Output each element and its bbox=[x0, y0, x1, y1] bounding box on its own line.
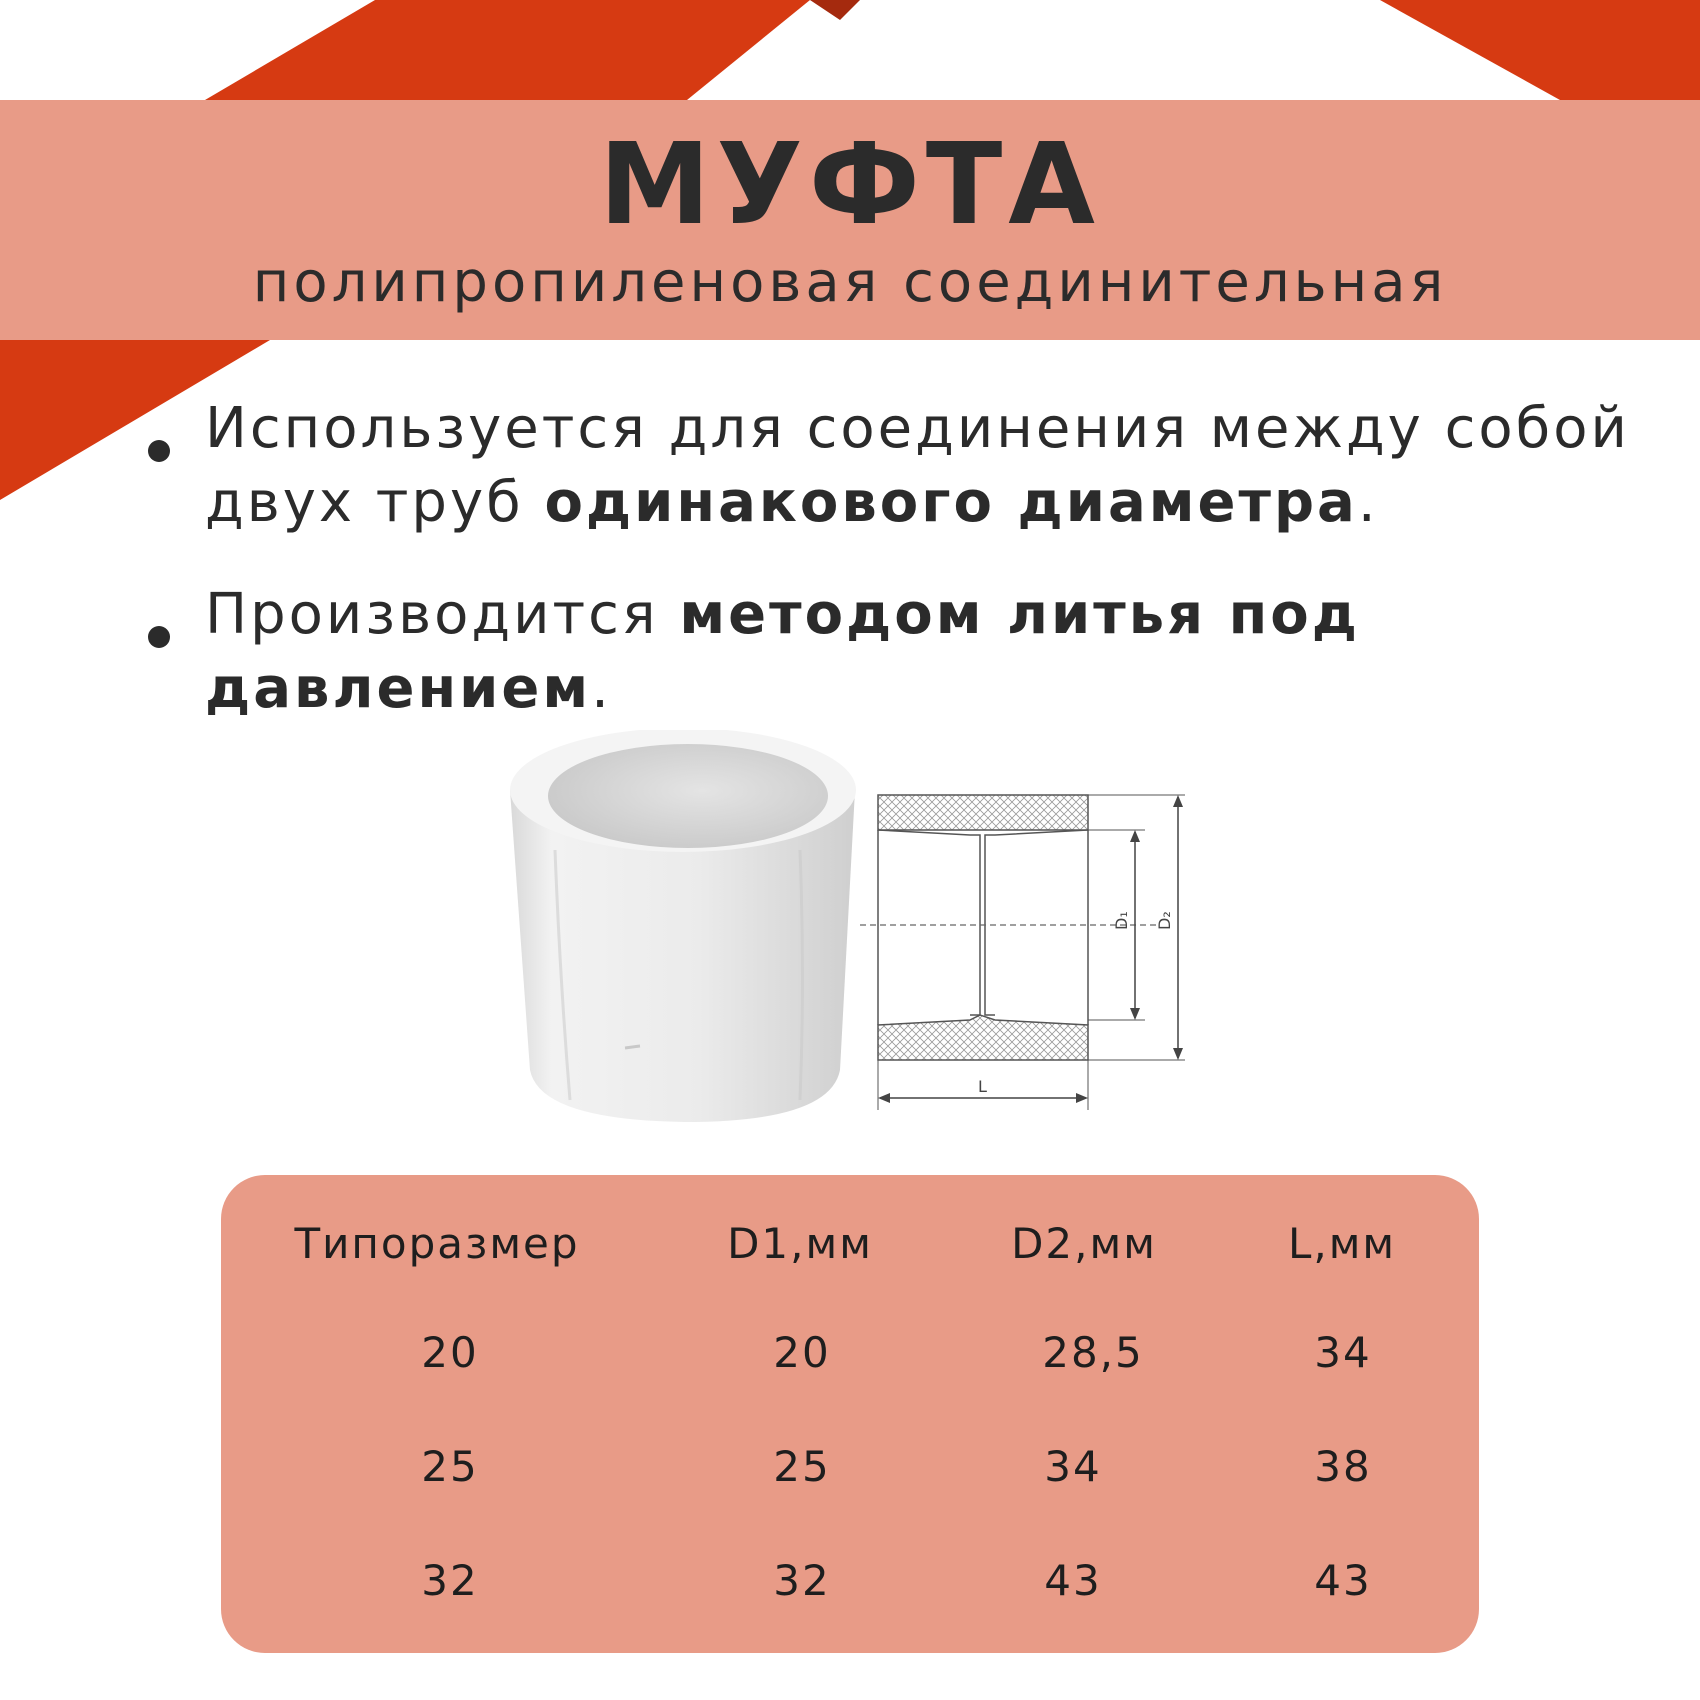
table-header-d1: D1,мм bbox=[727, 1219, 873, 1268]
bullet-bold-text: методом литья под давлением bbox=[205, 582, 1360, 721]
table-cell: 25 bbox=[773, 1442, 831, 1491]
table-cell: 38 bbox=[1314, 1442, 1372, 1491]
bullet-text-end: . bbox=[591, 656, 612, 721]
table-header-size: Типоразмер bbox=[294, 1219, 580, 1268]
label-d1: D₁ bbox=[1112, 911, 1131, 930]
label-l: L bbox=[978, 1077, 987, 1096]
coupling-section-drawing bbox=[860, 770, 1220, 1115]
table-cell: 28,5 bbox=[1042, 1328, 1144, 1377]
bullet-text: Производится bbox=[205, 582, 680, 647]
page-title: МУФТА bbox=[599, 120, 1101, 250]
table-cell: 25 bbox=[421, 1442, 479, 1491]
table-cell: 43 bbox=[1314, 1556, 1372, 1605]
page-subtitle: полипропиленовая соединительная bbox=[252, 250, 1448, 315]
table-cell: 20 bbox=[421, 1328, 479, 1377]
table-cell: 32 bbox=[773, 1556, 831, 1605]
bullet-usage bbox=[140, 392, 1660, 540]
label-d2: D₂ bbox=[1155, 911, 1174, 930]
bullet-list bbox=[140, 392, 1660, 726]
bullet-text: Используется для соединения между собой двух труб bbox=[205, 396, 1630, 535]
table-cell: 20 bbox=[773, 1328, 831, 1377]
bullet-production bbox=[140, 578, 1660, 726]
dimensions-table bbox=[221, 1175, 1479, 1653]
title-banner bbox=[0, 100, 1700, 340]
table-cell: 34 bbox=[1314, 1328, 1372, 1377]
bullet-bold-text: одинакового диаметра bbox=[544, 470, 1358, 535]
table-cell: 32 bbox=[421, 1556, 479, 1605]
table-cell: 34 bbox=[1044, 1442, 1102, 1491]
bullet-text-end: . bbox=[1357, 470, 1379, 535]
table-header-l: L,мм bbox=[1287, 1219, 1397, 1268]
table-cell: 43 bbox=[1044, 1556, 1102, 1605]
pipe-coupling-photo bbox=[500, 730, 860, 1130]
table-header-d2: D2,мм bbox=[1011, 1219, 1157, 1268]
